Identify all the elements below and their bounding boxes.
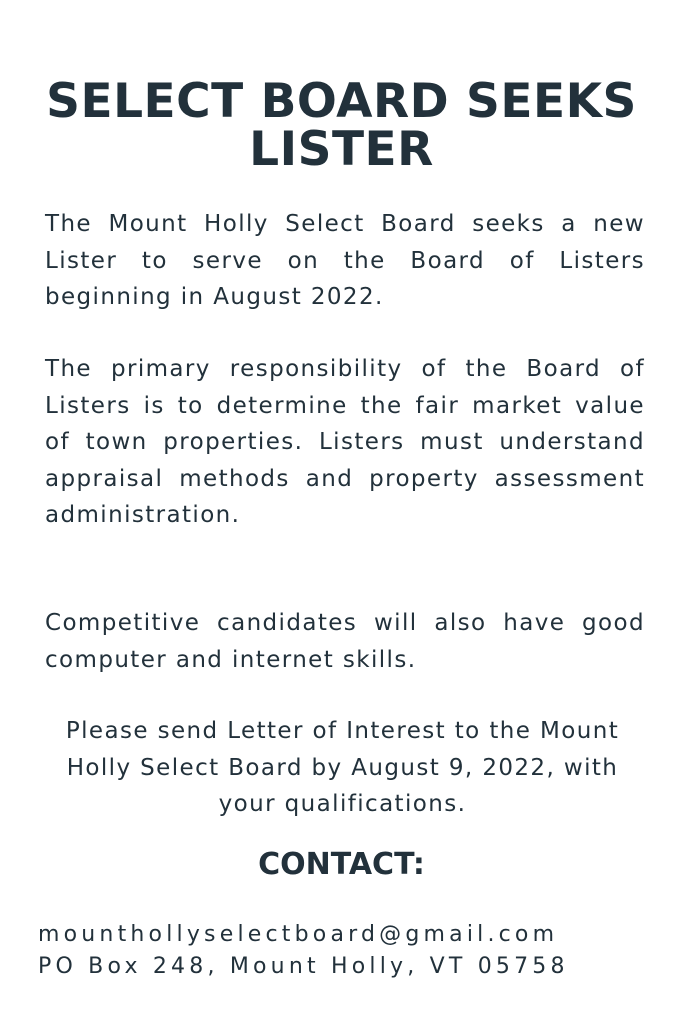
responsibility-paragraph: The primary responsibility of the Board of Listers is to determine the fair market value of town properties. Listers must understand appraisal methods and property assessment administration. — [45, 356, 645, 528]
contact-heading: CONTACT: — [258, 847, 425, 882]
intro-paragraph: The Mount Holly Select Board seeks a new Lister to serve on the Board of Listers beginning in August 2022. — [45, 211, 645, 310]
contact-email: mounthollyselectboard@gmail.com — [38, 922, 559, 947]
skills-paragraph: Competitive candidates will also have good computer and internet skills. — [45, 610, 645, 673]
application-paragraph: Please send Letter of Interest to the Mount Holly Select Board by August 9, 2022, with your qualifications. — [65, 718, 620, 817]
page-title: SELECT BOARD SEEKS LISTER — [46, 74, 637, 177]
contact-address: PO Box 248, Mount Holly, VT 05758 — [38, 954, 569, 979]
